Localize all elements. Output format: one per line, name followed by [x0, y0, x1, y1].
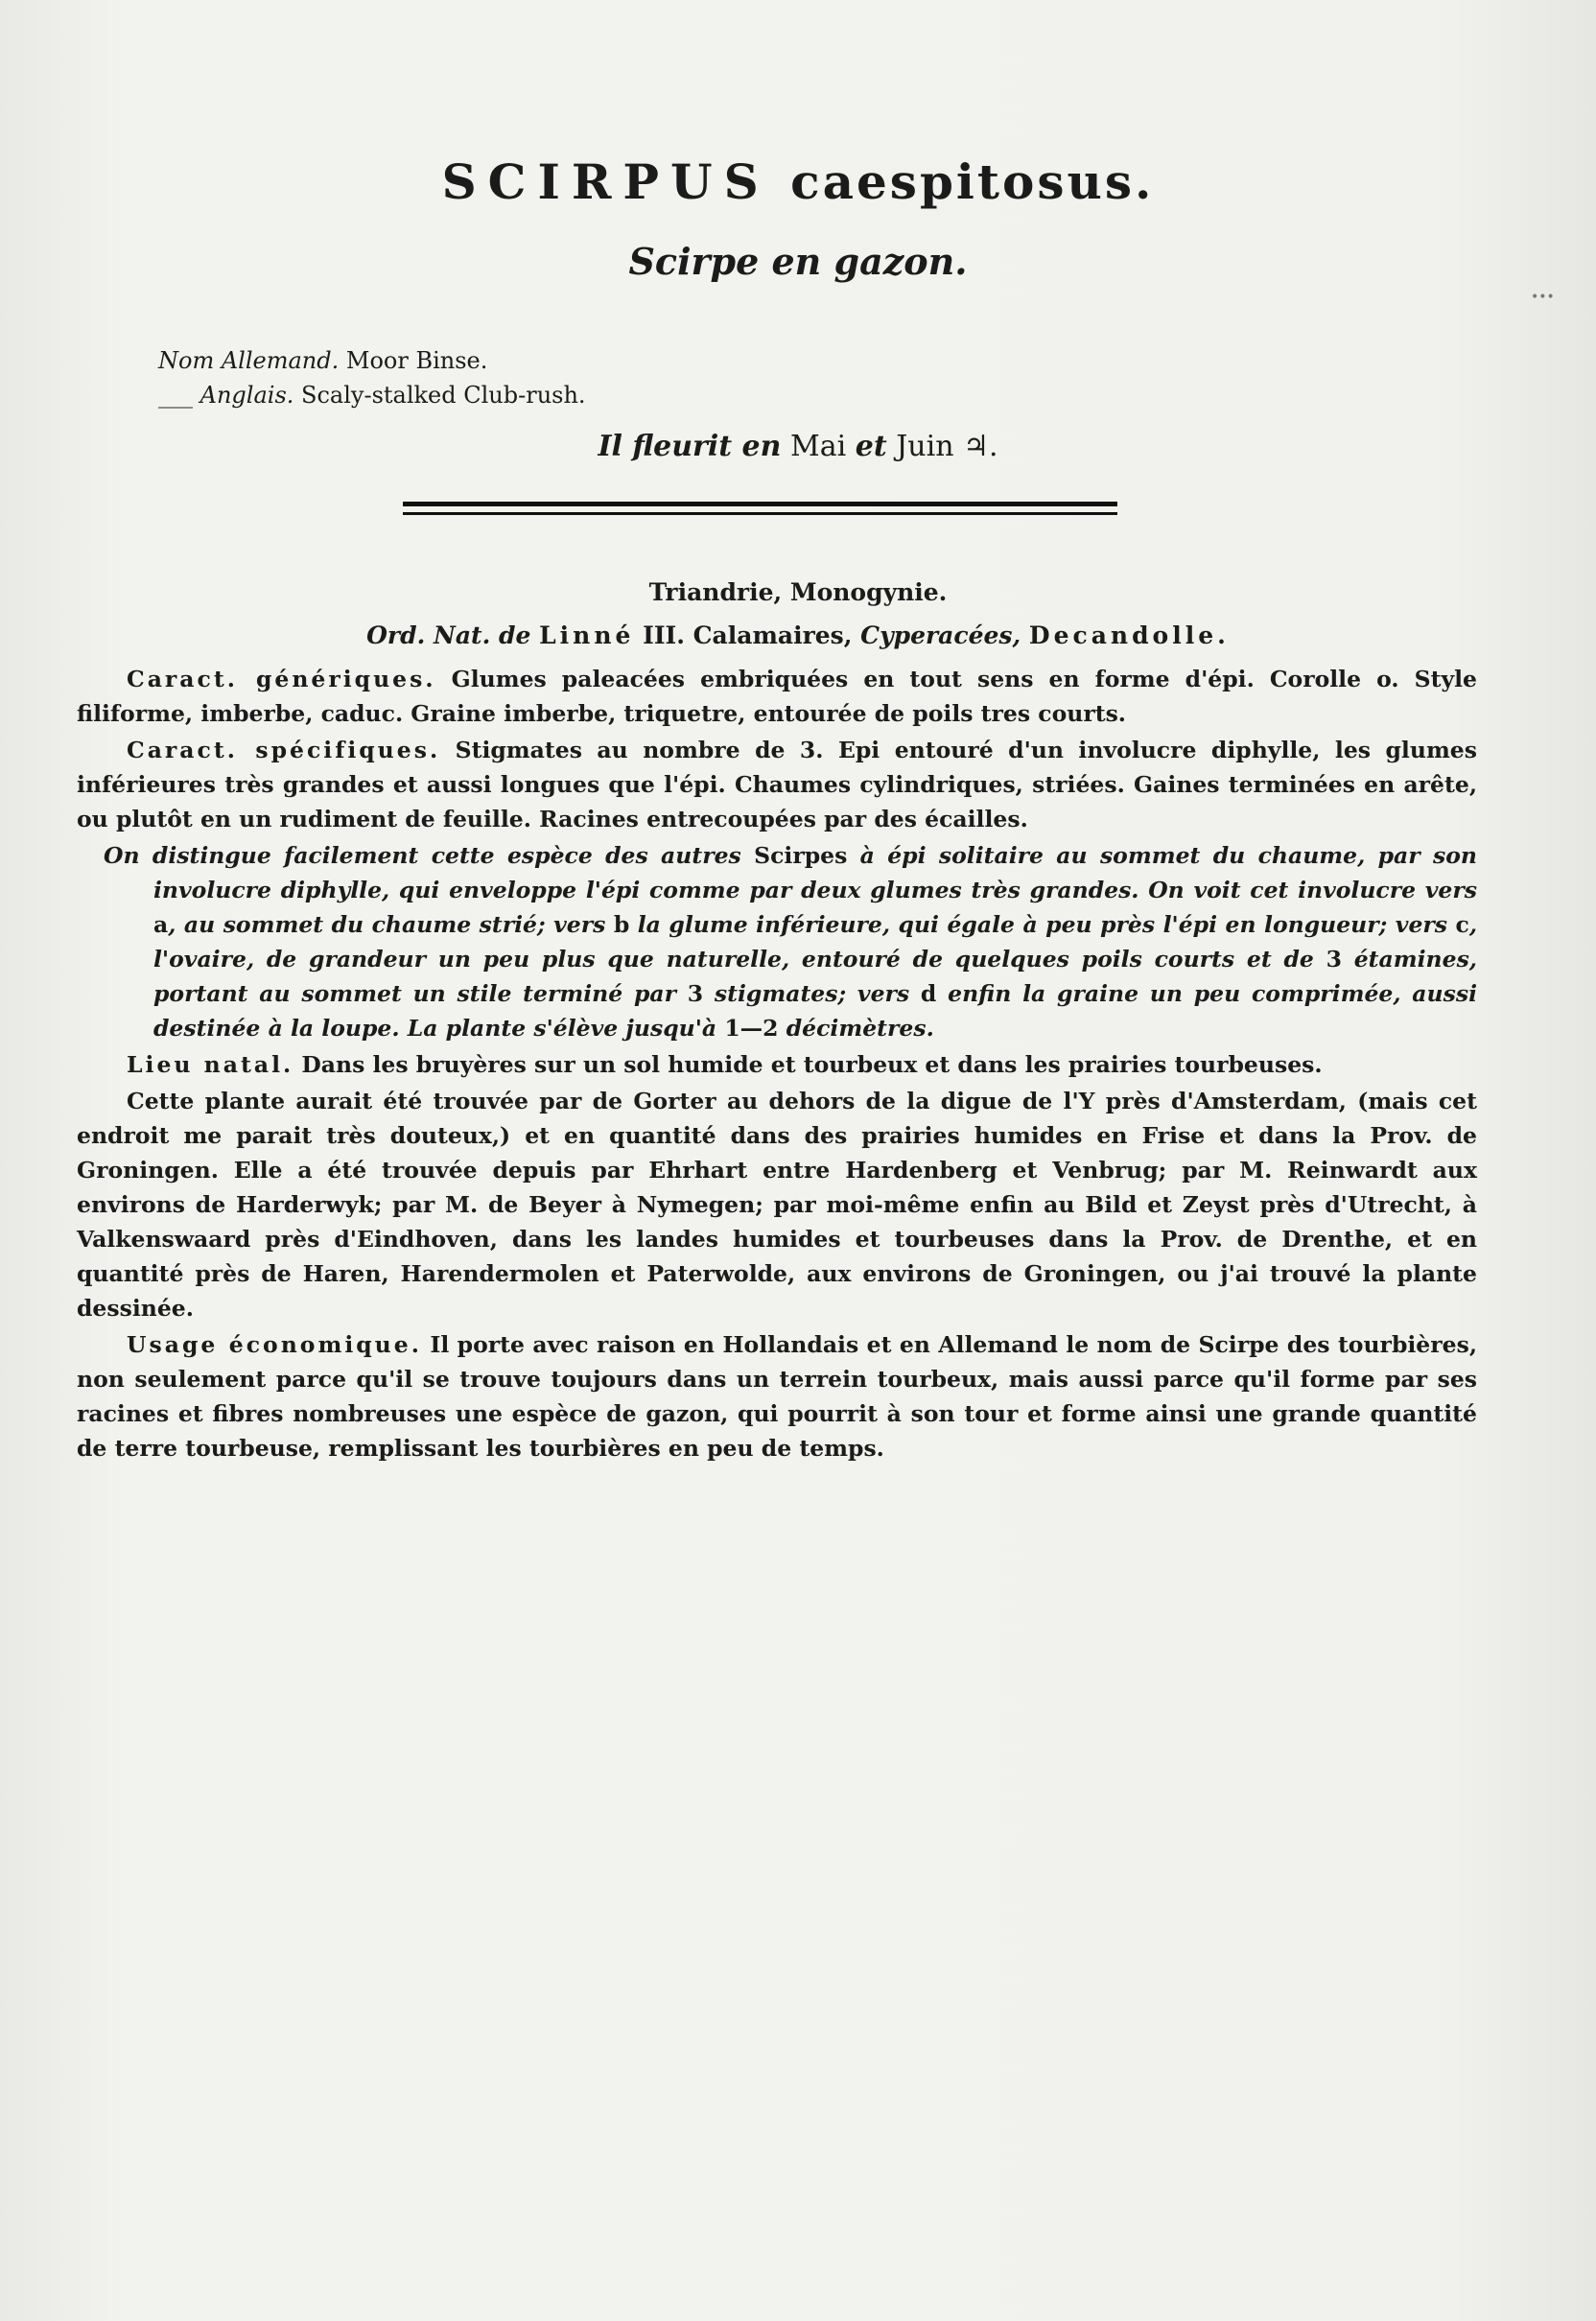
- german-name-line: [158, 343, 586, 378]
- linnaean-class: Triandrie, Monogynie.: [648, 578, 948, 606]
- specific-label: Caract. spécifiques.: [127, 737, 441, 763]
- order-rest: III. Calamaires,: [643, 621, 853, 649]
- german-value: Moor Binse.: [345, 347, 488, 374]
- desc-text: stigmates; vers: [703, 980, 921, 1007]
- generic-label: Caract. génériques.: [127, 666, 436, 692]
- desc-upright: b: [613, 911, 630, 938]
- german-label: Nom Allemand.: [158, 347, 340, 374]
- localities: Cette plante aurait été trouvée par de Gorter au dehors de la digue de l'Y près d'Amsterdam, (mais cet endroit me parait très douteux,) et en quantité dans des prairies humides en Frise et dans la Prov. de Groningen. Elle a été trouvée depuis par Ehrhart entre Hardenberg et Venbrug; par M. Reinwardt aux environs de Harderwyk; par M. de Beyer à Nymegen; par moi-même enfin au Bild et Zeyst près d'Utrecht, à Valkenswaard près d'Eindhoven, dans les landes humides et tourbeuses dans la Prov. de Drenthe, et en quantité près de Haren, Harendermolen et Paterwolde, aux environs de Groningen, ou j'ai trouvé la plante dessinée.: [77, 1088, 1477, 1322]
- desc-upright: a: [153, 911, 169, 938]
- generic-text: Glumes paleacées embriquées en tout sens en forme d'épi. Corolle o. Style filiforme, imberbe, caduc. Graine imberbe, triquetre, entourée de poils tres courts.: [77, 666, 1477, 727]
- desc-text: , au sommet du chaume strié; vers: [168, 911, 614, 938]
- order-cyperacees: Cyperacées,: [860, 621, 1021, 649]
- specific-characters: [77, 733, 1477, 836]
- perennial-symbol: ♃.: [963, 430, 998, 463]
- plate-description: [77, 838, 1477, 1045]
- flowering-month-1: Mai: [790, 430, 847, 463]
- page-body: [77, 662, 1477, 1467]
- habitat-label: Lieu natal.: [127, 1051, 294, 1078]
- natural-order: [0, 621, 1596, 649]
- common-names: [158, 343, 586, 412]
- english-value: Scaly-stalked Club-rush.: [301, 382, 586, 409]
- usage-label: Usage économique.: [127, 1331, 422, 1358]
- desc-text: à épi solitaire au sommet du chaume, par son involucre diphylle, qui enveloppe l'épi comme par deux glumes très grandes. On voit cet involucre vers: [153, 842, 1477, 903]
- double-rule-divider: [403, 502, 1117, 515]
- order-decandolle: Decandolle.: [1028, 621, 1230, 649]
- habitat: [77, 1047, 1477, 1082]
- page-title: [0, 153, 1596, 210]
- desc-upright: Scirpes: [754, 842, 848, 869]
- flowering-period: [0, 430, 1596, 463]
- desc-text: étamines, portant au sommet un stile terminé par: [153, 946, 1477, 1007]
- order-label: Ord. Nat. de: [366, 621, 531, 649]
- desc-upright: 3: [687, 980, 704, 1007]
- economic-usage: [77, 1327, 1477, 1465]
- desc-text: enfin la graine un peu comprimée, aussi destinée à la loupe. La plante s'élève jusqu'à: [153, 980, 1477, 1042]
- desc-upright: 1—2: [724, 1015, 779, 1042]
- flowering-prefix: Il fleurit en: [598, 430, 782, 463]
- flowering-conj: et: [855, 430, 887, 463]
- english-name-line: [158, 378, 586, 412]
- generic-characters: [77, 662, 1477, 731]
- desc-upright: d: [920, 980, 937, 1007]
- usage-text: Il porte avec raison en Hollandais et en Allemand le nom de Scirpe des tourbières, non seulement parce qu'il se trouve toujours dans un terrein tourbeux, mais aussi parce qu'il forme par ses racines et fibres nombreuses une espèce de gazon, qui pourrit à son tour et forme ainsi une grande quantité de terre tourbeuse, remplissant les tourbières en peu de temps.: [77, 1331, 1477, 1462]
- habitat-text: Dans les bruyères sur un sol humide et tourbeux et dans les prairies tourbeuses.: [301, 1051, 1323, 1078]
- desc-upright: c: [1455, 911, 1469, 938]
- desc-text: , l'ovaire, de grandeur un peu plus que naturelle, entouré de quelques poils courts et de: [153, 911, 1477, 973]
- desc-text: décimètres.: [778, 1015, 934, 1042]
- desc-text: la glume inférieure, qui égale à peu près l'épi en longueur; vers: [629, 911, 1456, 938]
- edge-mark: •••: [1531, 290, 1555, 305]
- flowering-month-2: Juin: [896, 430, 954, 463]
- desc-upright: 3: [1326, 946, 1342, 973]
- english-label: ___ Anglais.: [158, 382, 294, 409]
- title-species: caespitosus.: [790, 153, 1155, 210]
- desc-text: On distingue facilement cette espèce des autres: [104, 842, 755, 869]
- title-genus: SCIRPUS: [441, 153, 770, 210]
- french-name: Scirpe en gazon.: [628, 240, 968, 283]
- specific-text: Stigmates au nombre de 3. Epi entouré d'un involucre diphylle, les glumes inférieures très grandes et aussi longues que l'épi. Chaumes cylindriques, striées. Gaines terminées en arête, ou plutôt en un rudiment de feuille. Racines entrecoupées par des écailles.: [77, 737, 1477, 832]
- order-linne: Linné: [539, 621, 635, 649]
